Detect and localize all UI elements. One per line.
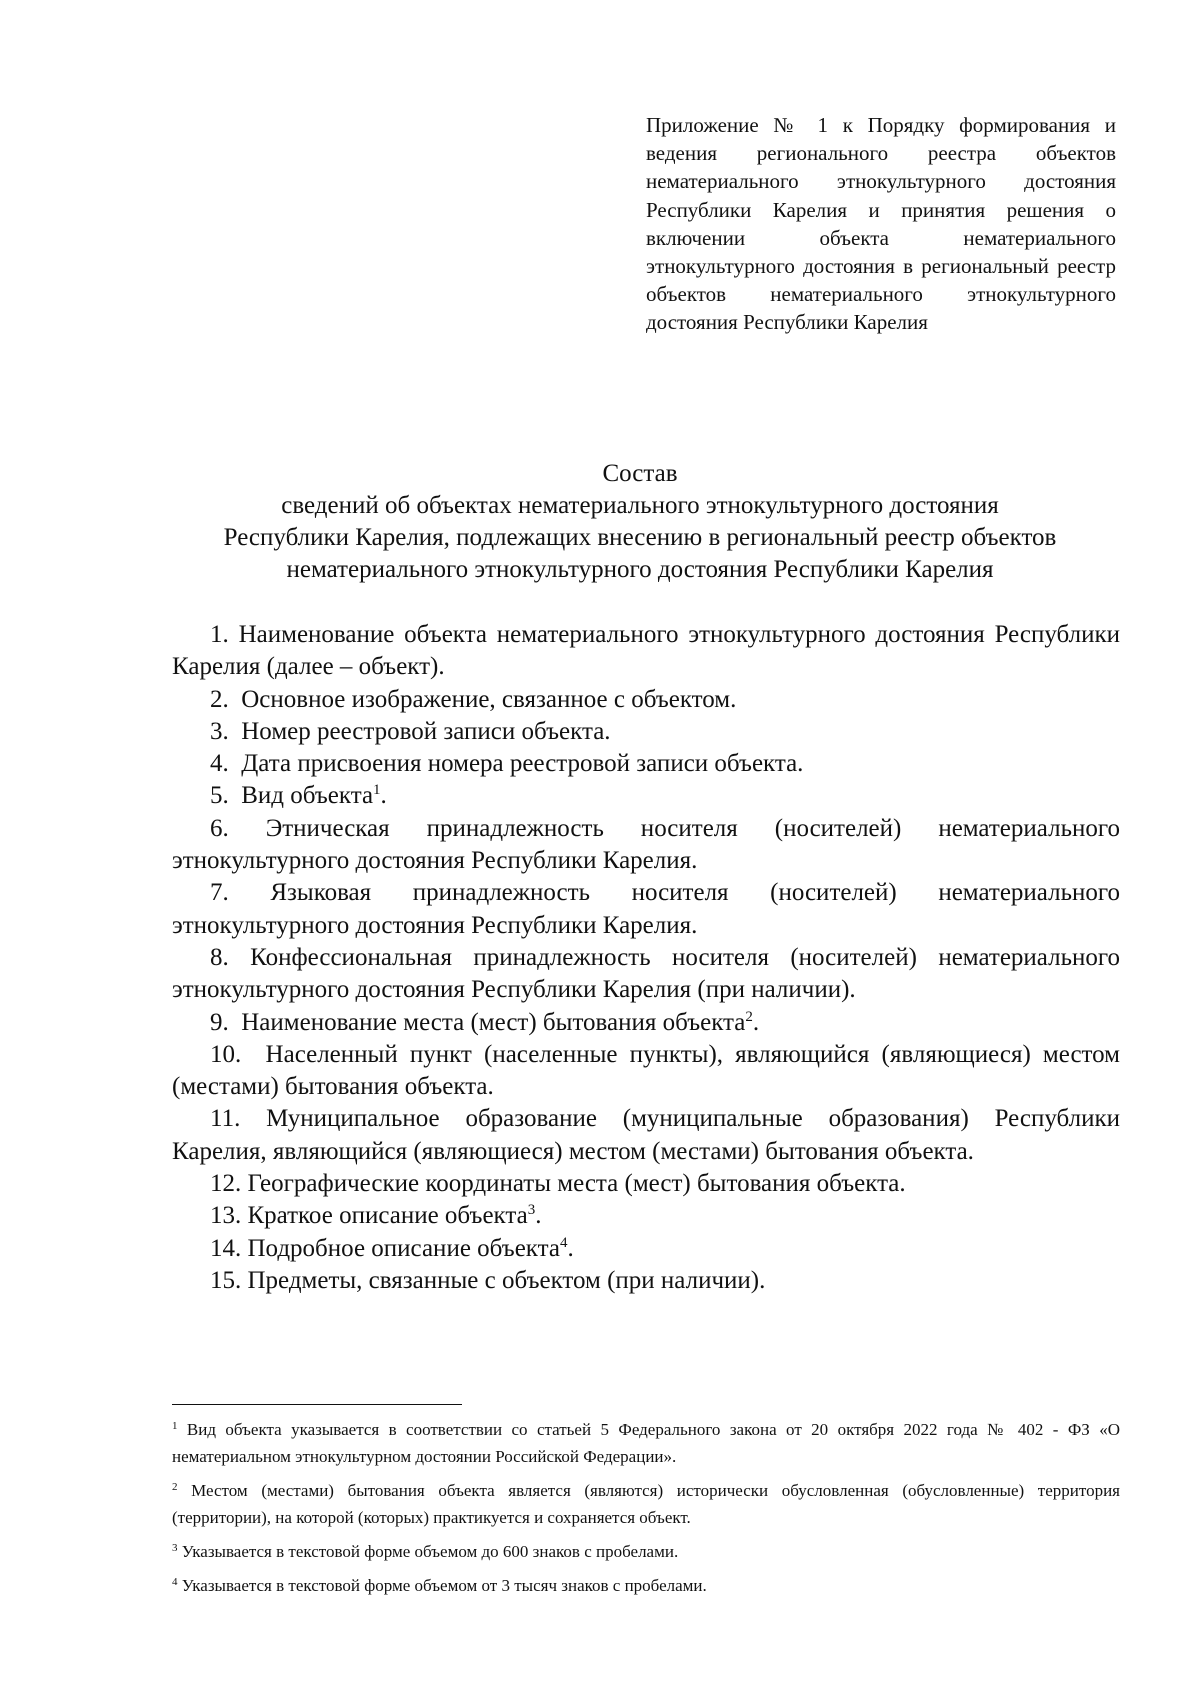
footnote-mark: 4 [172, 1576, 178, 1588]
list-item [172, 1007, 1120, 1039]
footnote [172, 1572, 1120, 1599]
document-heading [160, 458, 1120, 586]
footnote [172, 1416, 1120, 1470]
item-text: Населенный пункт (населенные пункты), являющийся (являющиеся) местом (местами) бытования объекта. [172, 1040, 1120, 1101]
items-list [172, 619, 1120, 1297]
list-item [172, 1103, 1120, 1168]
heading-title: Состав [602, 460, 678, 487]
item-text: Подробное описание объекта [247, 1234, 560, 1262]
item-tail: . [752, 1008, 760, 1036]
footnote-text: Местом (местами) бытования объекта является (являются) исторически обусловленная (обусловленные) территория (территории), на которой (которых) практикуется и сохраняется объект. [172, 1481, 1121, 1527]
list-item [172, 942, 1120, 1007]
list-item [172, 1233, 1120, 1265]
appendix-note: Приложение № 1 к Порядку формирования и ведения регионального реестра объектов нематериального этнокультурного достояния Республики Карелия и принятия решения о включении объекта нематериального этнокультурного достояния в региональный реестр объектов нематериального этнокультурного достояния Республики Карелия [646, 113, 1116, 335]
item-number: 11. [210, 1105, 241, 1133]
item-number: 3. [210, 717, 229, 745]
item-number: 13. [210, 1202, 242, 1230]
item-number: 2. [210, 685, 229, 713]
list-item [172, 748, 1120, 780]
list-item [172, 619, 1120, 684]
list-item [172, 684, 1120, 716]
item-tail: . [535, 1202, 542, 1230]
list-item [172, 1168, 1120, 1200]
item-text: Географические координаты места (мест) бытования объекта. [247, 1170, 906, 1198]
item-number: 9. [210, 1008, 229, 1036]
item-text: Дата присвоения номера реестровой записи объекта. [241, 750, 804, 778]
list-item [172, 1265, 1120, 1297]
footnote-separator [172, 1404, 462, 1405]
list-item [172, 1200, 1120, 1232]
item-number: 12. [210, 1170, 242, 1198]
footnote-text: Указывается в текстовой форме объемом от 3 тысяч знаков с пробелами. [181, 1576, 707, 1595]
footnote-mark: 2 [172, 1481, 178, 1493]
item-text: Краткое описание объекта [247, 1202, 528, 1230]
list-item [172, 1039, 1120, 1104]
item-tail: . [380, 782, 387, 810]
footnote-text: Указывается в текстовой форме объемом до 600 знаков с пробелами. [181, 1542, 679, 1561]
footnote-mark: 3 [172, 1542, 178, 1554]
footnote-ref: 1 [373, 782, 381, 799]
item-number: 14. [210, 1234, 242, 1262]
footnotes [172, 1416, 1120, 1606]
list-item [172, 877, 1120, 942]
item-number: 4. [210, 750, 229, 778]
footnote-ref: 3 [527, 1202, 536, 1219]
item-number: 5. [210, 782, 229, 810]
item-number: 15. [210, 1266, 242, 1294]
heading-subtitle-line: сведений об объектах нематериального этнокультурного достояния [281, 492, 999, 519]
item-text: Этническая принадлежность носителя (носителей) нематериального этнокультурного достояния Республики Карелия. [172, 814, 1120, 875]
item-text: Муниципальное образование (муниципальные образования) Республики Карелия, являющийся (являющиеся) местом (местами) бытования объекта. [172, 1105, 1121, 1165]
item-number: 6. [210, 814, 229, 842]
item-text: Наименование места (мест) бытования объекта [241, 1008, 746, 1036]
footnote [172, 1477, 1120, 1531]
list-item [172, 813, 1120, 878]
item-text: Вид объекта [241, 782, 374, 810]
footnote-text: Вид объекта указывается в соответствии со статьей 5 Федерального закона от 20 октября 2022 года № 402 - ФЗ «О нематериальном этнокультурном достоянии Российской Федерации». [172, 1420, 1121, 1466]
item-text: Конфессиональная принадлежность носителя (носителей) нематериального этнокультурного достояния Республики Карелия (при наличии). [172, 943, 1120, 1004]
item-text: Наименование объекта нематериального этнокультурного достояния Республики Карелия (далее – объект). [172, 621, 1120, 681]
footnote-ref: 2 [745, 1008, 753, 1025]
item-text: Основное изображение, связанное с объектом. [241, 685, 737, 713]
footnote-ref: 4 [559, 1234, 568, 1251]
list-item [172, 780, 1120, 812]
heading-subtitle-line: нематериального этнокультурного достояния Республики Карелия [286, 556, 994, 583]
footnote-mark: 1 [172, 1420, 178, 1432]
item-number: 7. [210, 879, 229, 907]
item-text: Номер реестровой записи объекта. [241, 717, 611, 745]
item-text: Языковая принадлежность носителя (носителей) нематериального этнокультурного достояния Республики Карелия. [172, 879, 1121, 939]
item-number: 8. [210, 943, 229, 971]
item-number: 1. [210, 621, 229, 648]
list-item [172, 716, 1120, 748]
item-tail: . [567, 1234, 574, 1262]
footnote [172, 1538, 1120, 1565]
item-number: 10. [210, 1040, 242, 1068]
heading-subtitle-line: Республики Карелия, подлежащих внесению в региональный реестр объектов [223, 524, 1057, 551]
item-text: Предметы, связанные с объектом (при наличии). [247, 1266, 766, 1294]
